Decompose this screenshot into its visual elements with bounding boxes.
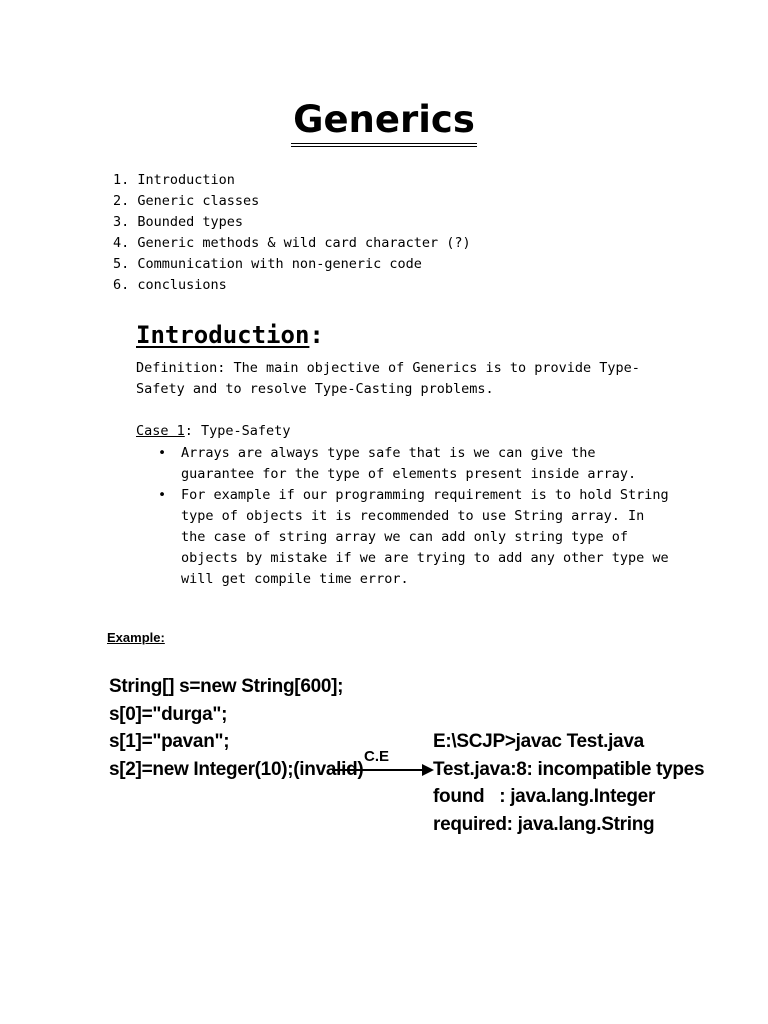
case-1-title: : Type-Safety [184, 423, 291, 439]
table-of-contents [113, 170, 471, 296]
example-label: Example: [107, 630, 165, 645]
case-heading [136, 421, 696, 442]
list-item [136, 485, 696, 590]
bullet-line: Arrays are always type safe that is we can give the [181, 445, 596, 461]
compile-error-label: C.E [364, 748, 390, 765]
toc-item: 2. Generic classes [113, 193, 260, 209]
bullet-icon: • [158, 487, 167, 503]
toc-item: 5. Communication with non-generic code [113, 256, 422, 272]
bullet-line: For example if our programming requirement is to hold String [181, 487, 669, 503]
code-line: s[2]=new Integer(10);(invalid) [109, 758, 364, 780]
toc-item: 6. conclusions [113, 277, 227, 293]
section-heading-colon: : [309, 321, 324, 349]
section-heading-introduction [136, 321, 324, 349]
output-line: found : java.lang.Integer [433, 786, 656, 807]
output-line: E:\SCJP>javac Test.java [433, 731, 644, 752]
bullet-line: will get compile time error. [181, 571, 409, 587]
page-title [0, 98, 768, 147]
bullet-line: guarantee for the type of elements present inside array. [181, 466, 637, 482]
bullet-icon: • [158, 445, 167, 461]
definition-line: Safety and to resolve Type-Casting problems. [136, 381, 494, 397]
output-line: Test.java:8: incompatible types [433, 758, 705, 780]
compiler-output-block [433, 728, 704, 838]
definition-line: Definition: The main objective of Generics is to provide Type- [136, 360, 640, 376]
toc-item: 3. Bounded types [113, 214, 244, 230]
code-line: String[] s=new String[600]; [109, 676, 344, 697]
toc-item: 1. Introduction [113, 172, 235, 188]
section-heading-text: Introduction [136, 321, 310, 349]
code-line: s[1]="pavan"; [109, 731, 230, 752]
case-1-bullet-list [136, 443, 696, 590]
output-line: required: java.lang.String [433, 813, 655, 835]
bullet-line: type of objects it is recommended to use String array. In [181, 508, 645, 524]
list-item [136, 443, 696, 485]
bullet-line: the case of string array we can add only string type of [181, 529, 629, 545]
example-code-block [109, 673, 363, 783]
code-line: s[0]="durga"; [109, 703, 228, 725]
case-1-link[interactable]: Case 1 [136, 423, 185, 439]
bullet-line: objects by mistake if we are trying to add any other type we [181, 550, 669, 566]
title-text: Generics [291, 98, 477, 147]
definition-paragraph [136, 358, 696, 400]
toc-item: 4. Generic methods & wild card character (?) [113, 235, 471, 251]
